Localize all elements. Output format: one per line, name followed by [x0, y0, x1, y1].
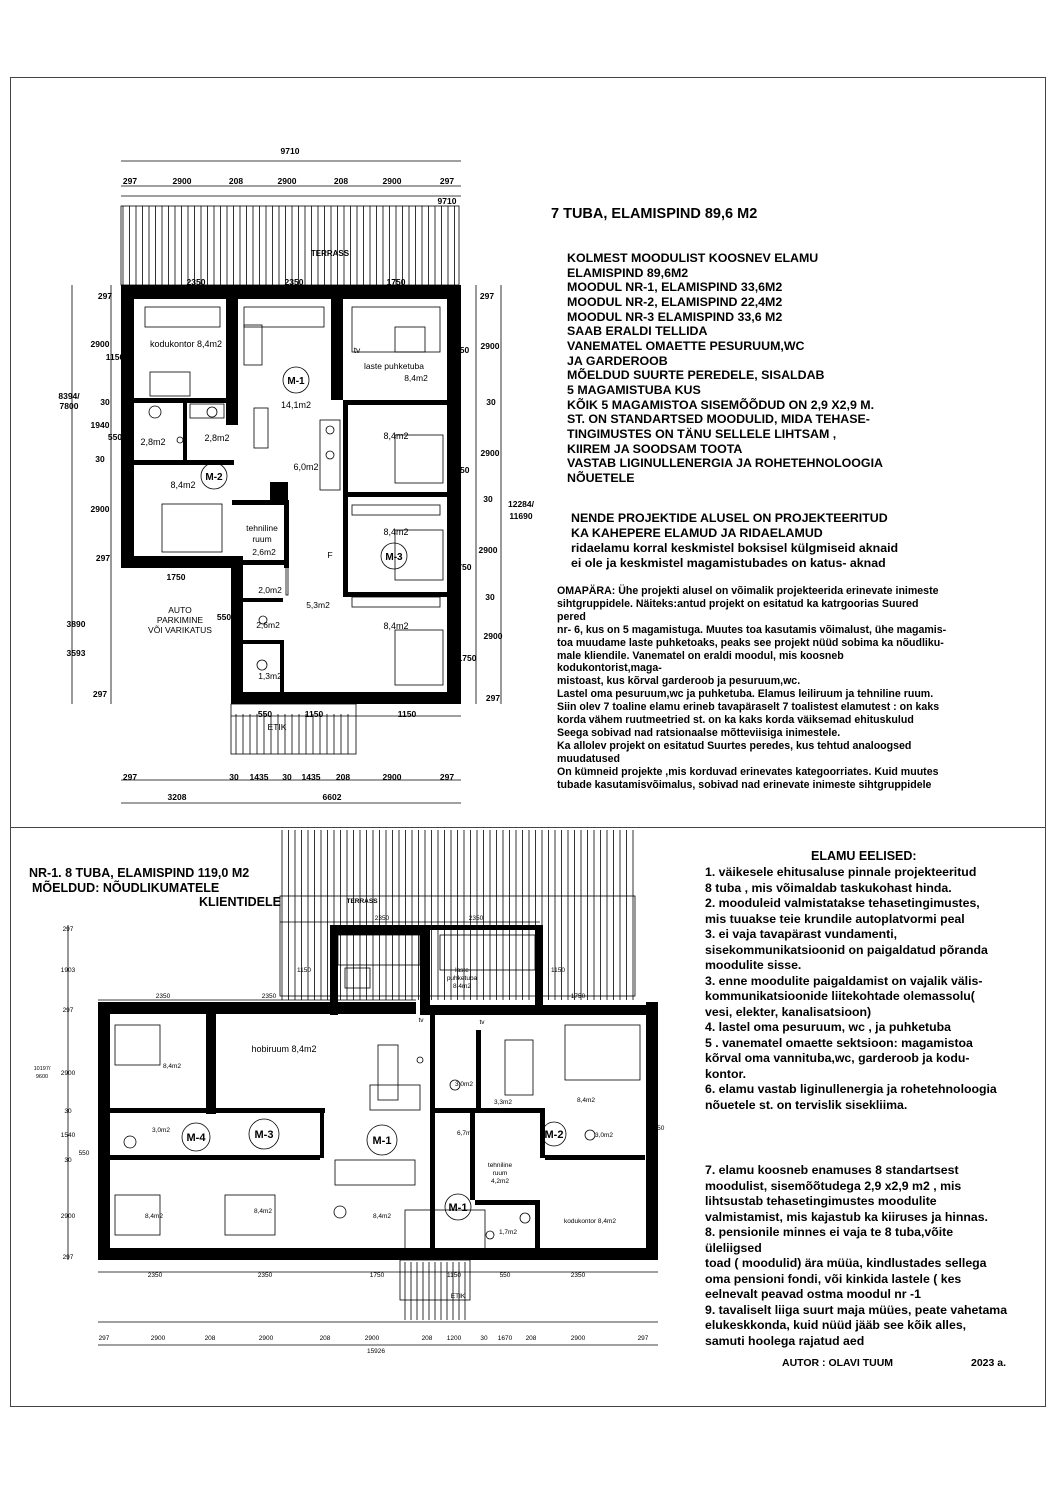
desc-line: ST. ON STANDARTSED MOODULID, MIDA TEHASE-: [567, 412, 870, 427]
dim-label: 208: [204, 1335, 216, 1342]
top-kids-lounge-area: 8,4m2: [404, 373, 428, 383]
eelised2-line: 7. elamu koosneb enamuses 8 standartsest: [705, 1163, 959, 1177]
desc2-line: NENDE PROJEKTIDE ALUSEL ON PROJEKTEERITUD: [571, 511, 888, 525]
bottom-title: [29, 866, 281, 910]
omapara-line: Ka allolev projekt on esitatud Suurtes peredes, kus tehtud analoogsed: [557, 739, 912, 752]
eelised-line: nõuetele st. on tervislik sisekliima.: [705, 1097, 908, 1112]
dim-label: 2900: [478, 545, 498, 555]
top-porch-label: ETIK: [267, 722, 287, 732]
omapara-text: [557, 585, 946, 792]
desc2-line: KA KAHEPERE ELAMUD JA RIDAELAMUD: [571, 526, 823, 540]
top-bed-r3-label: 8,4m2: [383, 621, 409, 631]
dim-label: 1750: [386, 277, 406, 287]
eelised-list: [705, 865, 997, 1113]
dim-label: 1150: [297, 967, 311, 974]
eelised-line: 6. elamu vastab liginullenergia ja rohetehnoloogia: [705, 1082, 997, 1096]
dim-label: 297: [62, 1007, 74, 1014]
bottom-module-m1: M-1: [372, 1135, 392, 1147]
eelised-heading: ELAMU EELISED:: [811, 849, 917, 863]
desc-line: VASTAB LIGINULLENERGIA JA ROHETEHNOLOOGIA: [567, 456, 883, 471]
bottom-module-m1b: M-1: [448, 1202, 468, 1214]
omapara-line: male kliendile. Vanematel on eraldi moodul, mis koosneb: [557, 649, 844, 662]
top-description-2: [571, 511, 898, 571]
dim-label: 1903: [60, 967, 76, 974]
dim-label: 2350: [468, 915, 484, 922]
dim-label: 30: [95, 454, 105, 464]
dim-label: 30: [486, 397, 496, 407]
dim-label: 1750: [570, 993, 586, 1000]
top-module-m2: M-2: [205, 472, 223, 483]
dim-label: 2350: [374, 915, 390, 922]
dim-label: 208: [333, 176, 349, 186]
room-label: 4,2m2: [490, 1178, 510, 1185]
eelised2-line: 9. tavaliselt liiga suurt maja müües, peate vahetama: [705, 1302, 1008, 1317]
dim-label: 297: [97, 291, 113, 301]
eelised-line: 4. lastel oma pesuruum, wc , ja puhketuba: [705, 1020, 952, 1034]
dim-label: 2900: [364, 1335, 380, 1342]
dim-total: 12284/: [508, 499, 534, 509]
bottom-hall-label: 6,7m2: [456, 1130, 476, 1137]
bottom-title-line: KLIENTIDELE: [199, 895, 281, 909]
bottom-title-line: MÕELDUD: NÕUDLIKUMATELE: [32, 880, 220, 895]
dim-label: 2350: [261, 993, 277, 1000]
dim-label: 297: [439, 176, 455, 186]
dim-label: 1150: [397, 709, 417, 719]
omapara-line: toa muudame laste puhketoaks, peaks see projekt nüüd sobima ka nõudliku-: [557, 636, 944, 649]
bottom-hobby-label: hobiruum 8,4m2: [251, 1044, 317, 1054]
dim-label: 1150: [304, 709, 324, 719]
dim-label: 297: [98, 1335, 110, 1342]
dim-label: 297: [637, 1335, 649, 1342]
dim-label: 30: [64, 1157, 72, 1164]
bottom-terrace-label: TERRASS: [346, 898, 378, 905]
dim-label: 1435: [249, 772, 269, 782]
dim-label: 208: [335, 772, 351, 782]
eelised2-line: valmistamist, mis kajastub ka kiiruses ja hinnas.: [705, 1209, 988, 1224]
eelised-line: mis tuuakse teie krundile autoplatvormi peal: [705, 911, 965, 926]
dim-label: 2350: [155, 993, 171, 1000]
author: AUTOR : OLAVI TUUM: [782, 1357, 894, 1369]
eelised2-line: samuti hoolega rajatud aed: [705, 1333, 865, 1348]
eelised-line: kõrval oma vannituba,wc, garderoob ja kodu-: [705, 1051, 970, 1065]
omapara-line: kodukontorist,maga-: [557, 662, 662, 675]
dim-label: 297: [122, 176, 138, 186]
dim-label: 208: [228, 176, 244, 186]
omapara-line: mistoast, kus kõrval garderoob ja pesuruum,wc.: [557, 675, 801, 688]
dim-label: 2900: [258, 1335, 274, 1342]
dim-label: 297: [62, 1254, 74, 1261]
bottom-bed-b2-label: 8,4m2: [253, 1208, 273, 1215]
dim-label: 1150: [551, 967, 565, 974]
top-tv2-label: tv: [333, 354, 341, 364]
top-bath2-label: 2,8m2: [204, 433, 230, 443]
omapara-line: korda vähem ruutmeetried st. on ka kaks korda väiksemad ehituskulud: [557, 714, 914, 727]
bottom-bed-bl-label: 8,4m2: [144, 1213, 164, 1220]
eelised-line: sisekommunikatsioonid on paigaldatud põranda: [705, 942, 988, 957]
dim-label: 550: [257, 709, 273, 719]
desc-line: MÕELDUD SUURTE PEREDELE, SISALDAB: [567, 368, 825, 383]
dim-total: 11690: [509, 511, 533, 521]
eelised-line: 5 . vanematel omaette sektsioon: magamistoa: [705, 1035, 973, 1050]
bottom-dims: [34, 915, 665, 1355]
dim-label: 30: [485, 592, 495, 602]
desc-line: ELAMISPIND 89,6M2: [567, 265, 689, 280]
dim-label: 208: [421, 1335, 433, 1342]
desc-line: TINGIMUSTES ON TÄNU SELLELE LIHTSAM ,: [567, 426, 837, 441]
dim-label: 2900: [90, 339, 110, 349]
dim-label: 1750: [450, 465, 470, 475]
dim-label: 550: [78, 1150, 90, 1157]
dim-label: 2350: [570, 1272, 586, 1279]
bottom-title-line: NR-1. 8 TUBA, ELAMISPIND 119,0 M2: [29, 866, 250, 880]
dim-label: 1750: [452, 562, 472, 572]
top-overall-width: 9710: [280, 146, 300, 156]
dim-label: 3593: [66, 648, 86, 658]
dim-label: 1150: [450, 345, 470, 355]
dim-total: 10197/: [33, 1066, 51, 1072]
top-tech-area: 2,6m2: [252, 547, 276, 557]
desc2-line: ridaelamu korral keskmistel boksisel külgmiseid aknaid: [571, 541, 899, 555]
dim-total: 7800: [59, 401, 79, 411]
room-label: PARKIMINE: [156, 615, 204, 625]
desc-line: MOODUL NR-2, ELAMISPIND 22,4M2: [567, 294, 783, 309]
omapara-line: nr- 6, kus on 5 magamistuga. Muutes toa kasutamis võimalust, ühe magamis-: [557, 623, 947, 636]
eelised2-line: oma pensioni fondi, või kinkida lastele ( kes: [705, 1271, 962, 1286]
top-bed-left-label: 8,4m2: [170, 480, 196, 490]
top-office-label: kodukontor 8,4m2: [149, 339, 223, 349]
desc-line: 5 MAGAMISTUBA KUS: [567, 382, 701, 397]
dim-label: 208: [319, 1335, 331, 1342]
desc-line: KOLMEST MOODULIST KOOSNEV ELAMU: [567, 251, 819, 265]
dim-label: 30: [282, 772, 292, 782]
top-corridor-label: 5,3m2: [306, 600, 330, 610]
dim-label: 2900: [382, 176, 402, 186]
dim-label: 2900: [480, 448, 500, 458]
bottom-bed-tl-label: 8,4m2: [162, 1063, 182, 1070]
top-overall-width-2: 9710: [437, 196, 457, 206]
dim-label: 297: [485, 693, 501, 703]
bottom-tech-label: [488, 1162, 513, 1185]
eelised-line: 3. ei vaja tavapärast vundamenti,: [705, 927, 898, 941]
eelised2-line: lihtsustab tehasetingimustes moodulite: [705, 1194, 937, 1208]
room-label: laste: [455, 967, 469, 974]
dim-label: 2900: [277, 176, 297, 186]
bottom-module-m2: M-2: [544, 1129, 564, 1141]
dim-total: 9600: [35, 1074, 49, 1080]
dim-label: 30: [229, 772, 239, 782]
dim-label: 30: [483, 494, 493, 504]
omapara-line: sihtgruppidele. Näiteks:antud projekt on esitatud ka katrgoorias Suured: [557, 597, 919, 610]
dim-label: 2350: [284, 277, 304, 287]
eelised-line: 1. väikesele ehitusaluse pinnale projekteeritud: [705, 865, 977, 879]
top-hall-label: 6,0m2: [293, 462, 319, 472]
bottom-bath-c-label: 3,0m2: [454, 1081, 474, 1088]
dim-label: 1435: [301, 772, 321, 782]
eelised2-line: eelnevalt peavad ostma moodul nr -1: [705, 1287, 921, 1301]
dim-label: 1750: [369, 1272, 385, 1279]
room-label: tehniline: [246, 523, 278, 533]
dim-label: 1540: [60, 1132, 76, 1139]
top-description: [567, 251, 883, 486]
dim-label: 1150: [447, 1272, 461, 1279]
dim-label: 297: [479, 291, 495, 301]
desc-line: NÕUETELE: [567, 470, 635, 485]
desc-line: MOODUL NR-1, ELAMISPIND 33,6M2: [567, 280, 783, 295]
dim-label: 2900: [483, 631, 503, 641]
top-title: 7 TUBA, ELAMISPIND 89,6 M2: [551, 206, 758, 222]
bottom-bed-tr-label: 8,4m2: [576, 1097, 596, 1104]
top-bed-r1-label: 8,4m2: [383, 431, 409, 441]
dim-label: 550: [216, 612, 232, 622]
dim-label: 30: [64, 1108, 72, 1115]
omapara-line: Seega sobivad nad ratsionaalse mõtteviisiga inimestele.: [557, 726, 841, 739]
top-living-label: 14,1m2: [280, 400, 312, 410]
eelised-line: 2. mooduleid valmistatakse tehasetingimustes,: [705, 896, 980, 910]
eelised2-line: moodulist, sisemõõtudega 2,9 x2,9 m2 , mis: [705, 1178, 962, 1193]
top-bed-r2-label: 8,4m2: [383, 527, 409, 537]
dim-label: 3890: [66, 619, 86, 629]
dim-label: 3208: [167, 792, 187, 802]
top-tv1-label: tv: [353, 345, 361, 355]
dim-label: 1750: [166, 572, 186, 582]
room-label: tehniline: [487, 1162, 513, 1169]
dim-label: 1670: [497, 1335, 513, 1342]
bottom-tv2-label: tv: [479, 1019, 485, 1026]
dim-label: 297: [439, 772, 455, 782]
dim-label: 6602: [322, 792, 342, 802]
eelised-line: kommunikatsioonide liitekohtade olemassolu(: [705, 989, 975, 1003]
room-label: puhketuba: [446, 975, 478, 982]
dim-label: 550: [653, 1125, 665, 1132]
room-label: ruum: [252, 534, 272, 544]
eelised-line: 8 tuba , mis võimaldab taskukohast hinda.: [705, 880, 952, 895]
top-module-m1: M-1: [287, 376, 305, 387]
eelised-line: kontor.: [705, 1066, 746, 1081]
desc-line: KIIREM JA SOODSAM TOOTA: [567, 441, 743, 456]
dim-label: 2900: [60, 1070, 76, 1077]
top-module-m3: M-3: [385, 552, 403, 563]
dim-label: 1200: [446, 1335, 462, 1342]
dim-label: 2900: [570, 1335, 586, 1342]
dim-label: 297: [92, 689, 108, 699]
year: 2023 a.: [971, 1357, 1007, 1369]
omapara-line: Siin olev 7 toaline elamu erineb tavapäraselt 7 toalistest elamutest : on kaks: [557, 701, 940, 714]
dim-label: 30: [100, 397, 110, 407]
bottom-module-m3: M-3: [254, 1129, 274, 1141]
omapara-line: Lastel oma pesuruum,wc ja puhketuba. Elamus leiliruum ja tehniline ruum.: [557, 688, 934, 701]
dim-label: 297: [122, 772, 138, 782]
dim-label: 30: [480, 1335, 488, 1342]
room-label: 8,4m2: [452, 983, 472, 990]
bottom-module-m4: M-4: [186, 1132, 206, 1144]
desc-line: JA GARDEROOB: [567, 353, 668, 368]
top-bath1-label: 2,8m2: [140, 437, 166, 447]
room-label: AUTO: [168, 605, 192, 615]
bottom-kitchen-label: 8,4m2: [372, 1213, 392, 1220]
dim-label: 2350: [257, 1272, 273, 1279]
room-label: VÕI VARIKATUS: [148, 625, 212, 635]
top-kids-lounge-label: laste puhketuba: [363, 361, 425, 371]
dim-label: 1150: [105, 352, 125, 362]
bottom-porch-label: ETIK: [450, 1293, 466, 1300]
room-label: ruum: [492, 1170, 508, 1177]
omapara-line: pered: [557, 610, 586, 623]
top-small1-label: 2,0m2: [258, 585, 282, 595]
dim-label: 550: [499, 1272, 511, 1279]
desc2-line: ei ole ja keskmistel magamistubades on katus- aknad: [571, 556, 886, 570]
dim-total: 8394/: [58, 391, 80, 401]
dim-label: 1940: [90, 420, 110, 430]
dim-total: 15926: [366, 1348, 386, 1355]
dim-label: 2350: [147, 1272, 163, 1279]
dim-label: 2900: [172, 176, 192, 186]
desc-line: VANEMATEL OMAETTE PESURUUM,WC: [567, 338, 805, 353]
dim-label: 2900: [60, 1213, 76, 1220]
dim-label: 2900: [480, 341, 500, 351]
desc-line: MOODUL NR-3 ELAMISPIND 33,6 M2: [567, 309, 783, 324]
eelised2-line: toad ( moodulid) ära müüa, kindlustades sellega: [705, 1256, 987, 1270]
dim-label: 550: [107, 432, 123, 442]
dim-label: 297: [62, 926, 74, 933]
top-f-mark: F: [327, 550, 333, 560]
eelised2-line: elukeskkonda, kuid nüüd jääb see kõik alles,: [705, 1318, 967, 1332]
bottom-bath-c2-label: 3,3m2: [493, 1099, 513, 1106]
eelised2-line: üleliigsed: [705, 1240, 762, 1255]
top-terrace-label: TERRASS: [310, 249, 350, 258]
omapara-line: muudatused: [557, 752, 620, 765]
bottom-tv1-label: tv: [418, 1017, 424, 1024]
omapara-line: OMAPÄRA: Ühe projekti alusel on võimalik projekteerida erinevate inimeste: [557, 585, 939, 597]
omapara-line: On kümneid projekte ,mis korduvad erinevates kategoorriates. Kuid muutes: [557, 765, 939, 778]
bottom-bath-r-label: 3,0m2: [594, 1132, 614, 1139]
desc-line: KÕIK 5 MAGAMISTOA SISEMÕÕDUD ON 2,9 X2,9 M.: [567, 397, 875, 412]
eelised-line: vesi, elekter, kanalisatsioon): [705, 1004, 872, 1019]
porch-hatching: [405, 1262, 465, 1320]
bottom-office-label: kodukontor 8,4m2: [563, 1218, 617, 1225]
desc-line: SAAB ERALDI TELLIDA: [567, 324, 708, 339]
dim-label: 2900: [150, 1335, 166, 1342]
dim-label: 2900: [382, 772, 402, 782]
dim-label: 2350: [186, 277, 206, 287]
dim-label: 2900: [90, 504, 110, 514]
eelised2-line: 8. pensionile minnes ei vaja te 8 tuba,võite: [705, 1225, 954, 1239]
omapara-line: tubade kasutamisvõimalus, sobivad nad erinevate inimeste sihtgruppidele: [557, 778, 932, 791]
top-small3-label: 1,3m2: [258, 671, 282, 681]
eelised-line: 3. enne moodulite paigaldamist on vajalik välis-: [705, 973, 983, 988]
bottom-kids-label: [447, 967, 478, 990]
bottom-bath-l-label: 3,0m2: [151, 1127, 171, 1134]
eelised-list-2: [705, 1163, 1007, 1349]
dim-label: 1750: [457, 653, 477, 663]
dim-label: 297: [95, 553, 111, 563]
bottom-wc-label: 1,7m2: [498, 1229, 518, 1236]
eelised-line: moodulite sisse.: [705, 958, 802, 972]
top-small2-label: 2,6m2: [256, 620, 280, 630]
dim-label: 208: [525, 1335, 537, 1342]
